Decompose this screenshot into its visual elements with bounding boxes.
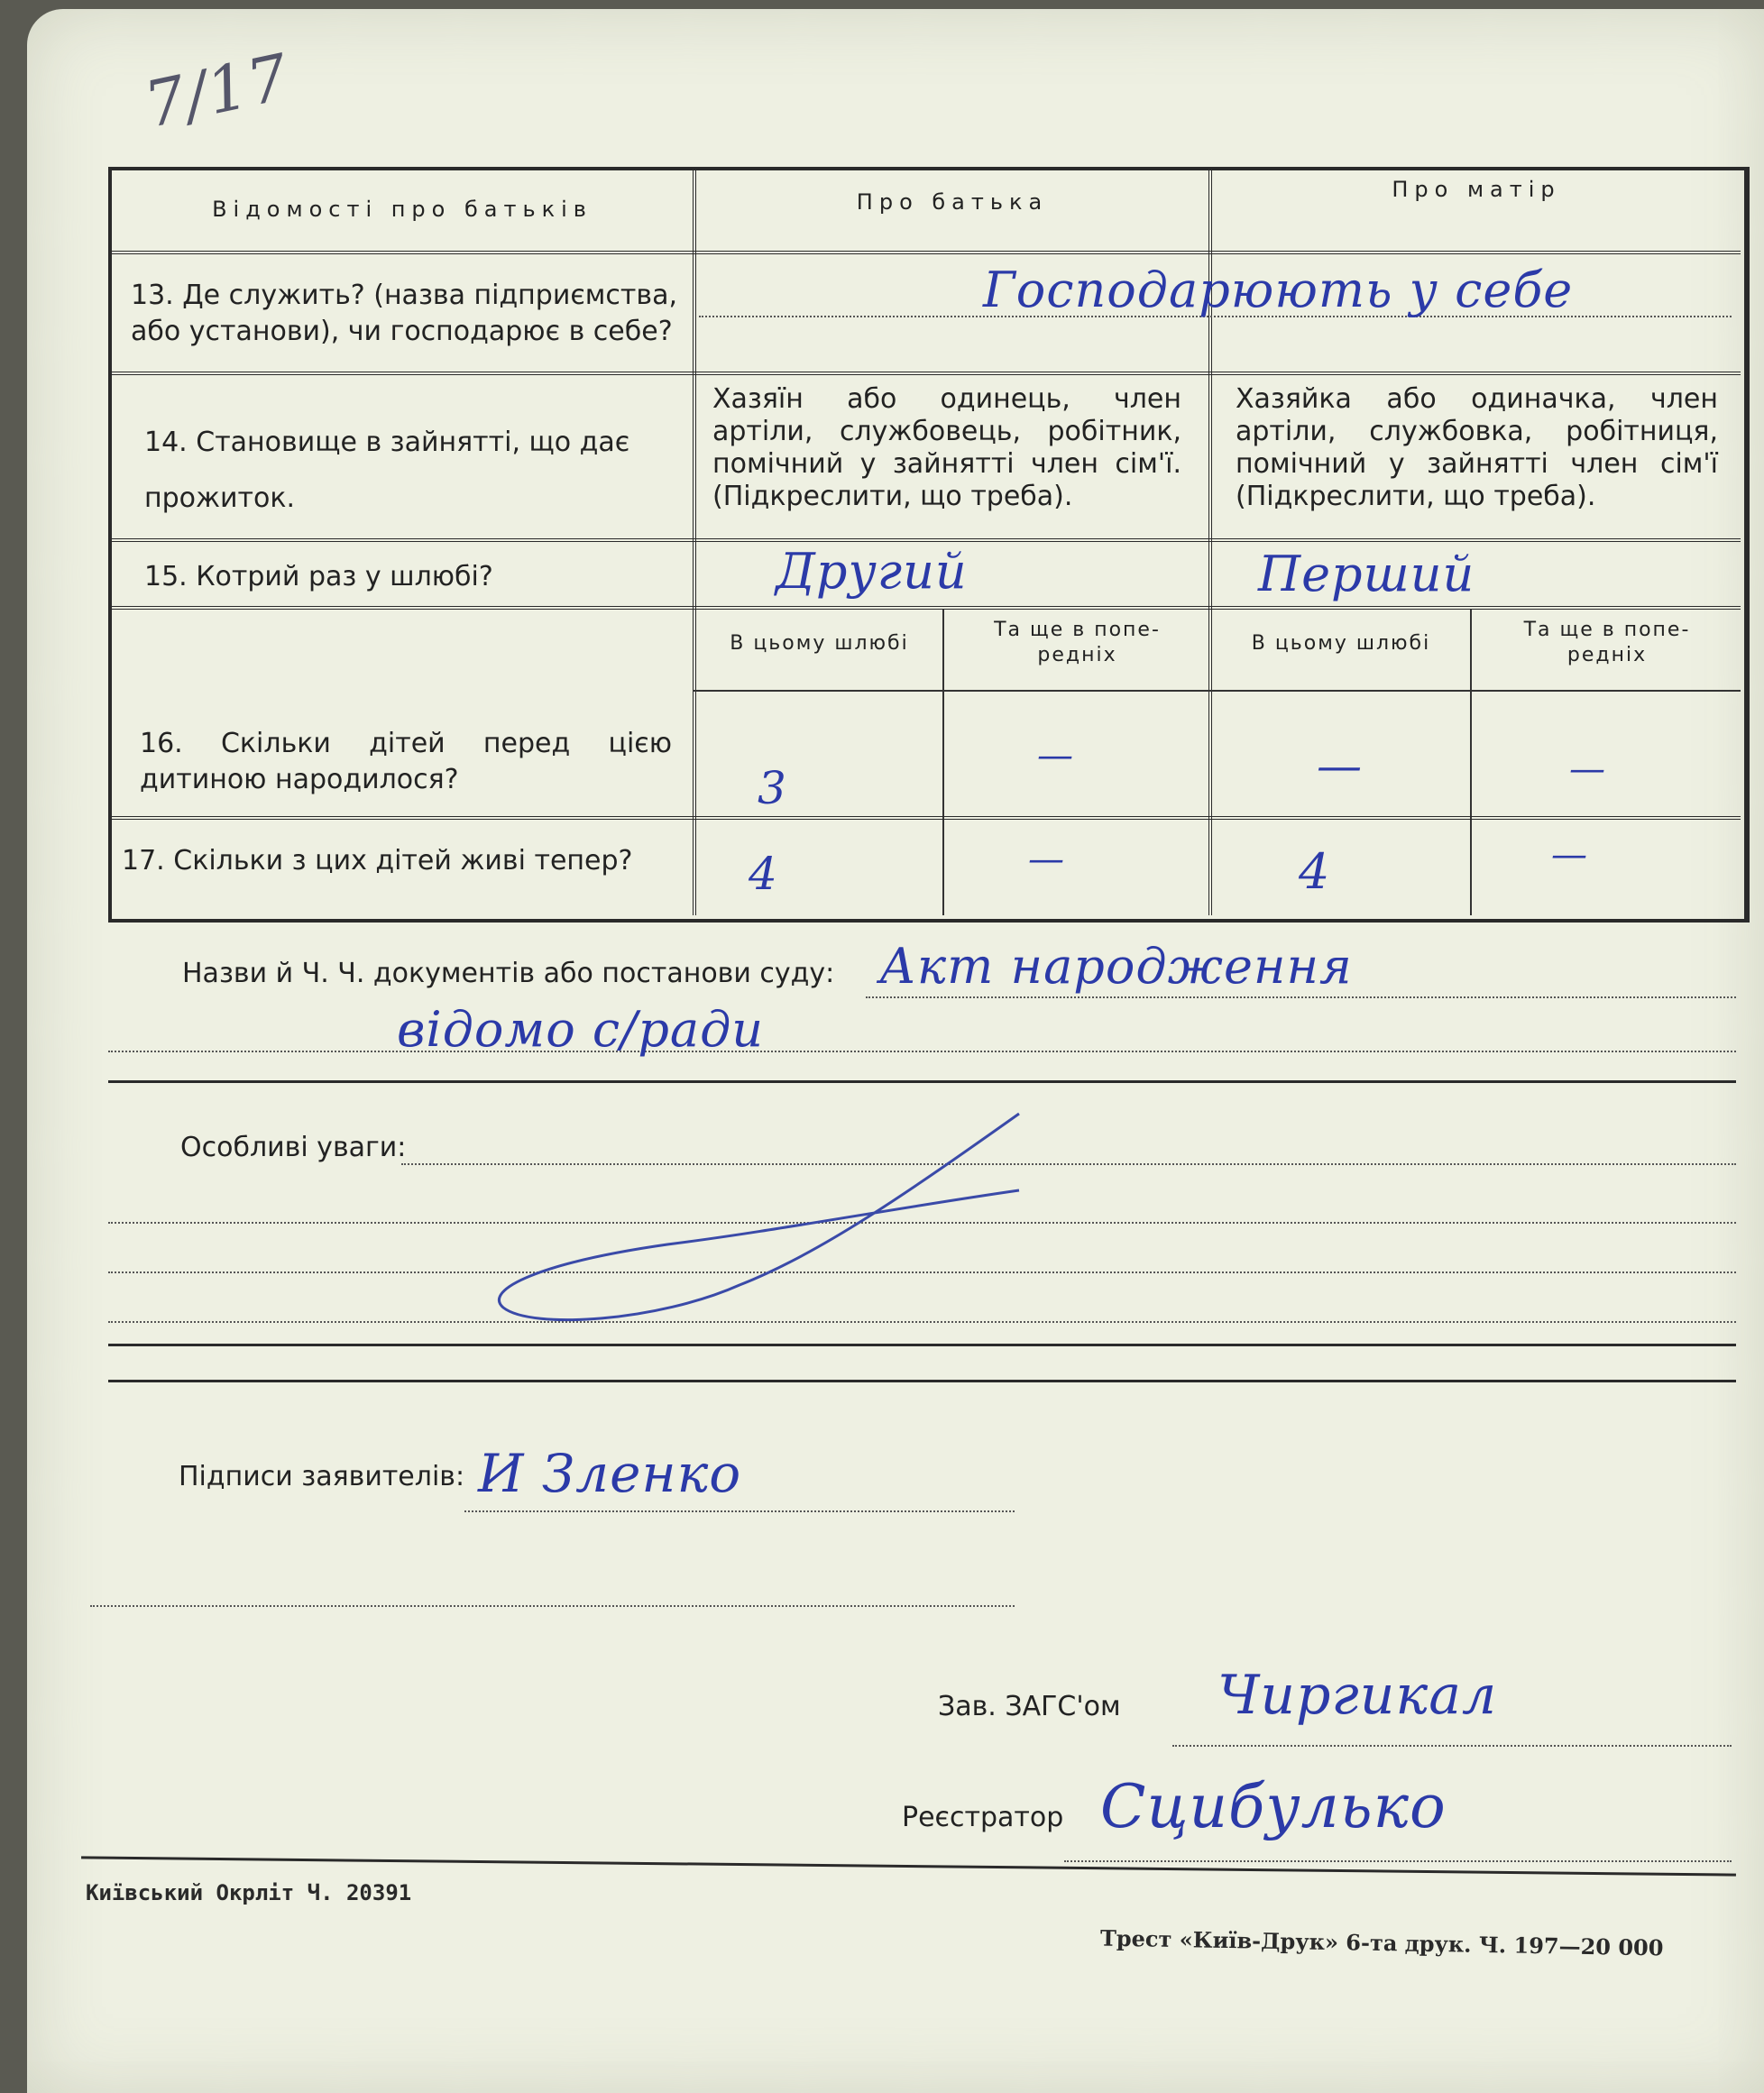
registrar-label: Реєстратор <box>902 1802 1064 1833</box>
strikethrough-flourish <box>487 1109 1046 1353</box>
signatures-line-2 <box>90 1605 1015 1607</box>
subheader-father-this-marriage: В цьому шлюбі <box>730 632 909 655</box>
table-divider <box>108 606 1741 610</box>
header-mother: Про матір <box>1392 177 1561 202</box>
registrar-line <box>1064 1860 1732 1862</box>
father-children-born-this: 3 <box>758 762 787 814</box>
table-divider <box>1470 609 1472 915</box>
table-divider <box>108 816 1741 820</box>
registry-head-signature: Чиргикал <box>1217 1664 1498 1727</box>
father-occupation-options: Хазяїн або одинець, член артіли, службовець, робітник, помічний у зайнятті член сім'ї. (Підкреслити, що треба). <box>712 383 1181 512</box>
documents-value-2: відомо с/ради <box>397 1001 765 1058</box>
archive-number: 7/17 <box>138 40 296 142</box>
table-divider <box>108 251 1741 254</box>
documents-line-2 <box>108 1051 1736 1052</box>
documents-value-1: Акт народження <box>879 938 1353 995</box>
question-13: 13. Де служить? (назва підприємства, або установи), чи господарює в себе? <box>131 280 678 347</box>
table-divider <box>108 538 1741 542</box>
father-children-born-previous: — <box>1037 735 1074 776</box>
question-16: 16. Скільки дітей перед цією дитиною народилося? <box>140 728 672 795</box>
applicant-signature: И Зленко <box>478 1443 742 1504</box>
documents-rule <box>108 1080 1736 1083</box>
registry-head-label: Зав. ЗАГС'ом <box>938 1691 1121 1722</box>
footer-right-text: Трест «Київ-Друк» 6-та друк. Ч. 197—20 000 <box>1099 1924 1664 1961</box>
father-children-alive-this: 4 <box>749 848 778 900</box>
question-14: 14. Становище в зайнятті, що дає прожиток. <box>144 427 630 514</box>
question-15: 15. Котрий раз у шлюбі? <box>144 561 493 592</box>
mother-marriage-count: Перший <box>1258 546 1475 602</box>
table-divider <box>942 609 944 915</box>
registry-head-line <box>1172 1745 1732 1747</box>
header-father: Про батька <box>856 189 1049 215</box>
table-divider <box>693 690 1741 692</box>
notes-rule-2 <box>108 1380 1736 1382</box>
signatures-label: Підписи заявителів: <box>179 1461 465 1492</box>
footer-left-text: Київський Окрліт Ч. 20391 <box>86 1880 412 1905</box>
mother-occupation-options: Хазяйка або одиначка, член артіли, службовка, робітниця, помічний у зайнятті член сім'ї (Підкреслити, що треба). <box>1236 383 1718 512</box>
registrar-signature: Сцибулько <box>1100 1772 1447 1841</box>
question-17: 17. Скільки з цих дітей живі тепер? <box>122 845 633 877</box>
mother-children-born-this: — <box>1317 739 1363 792</box>
notes-label: Особливі уваги: <box>180 1132 407 1163</box>
signatures-line-1 <box>464 1510 1015 1512</box>
table-divider <box>108 372 1741 375</box>
answer-13: Господарюють у себе <box>983 262 1574 318</box>
documents-line-1 <box>866 996 1736 998</box>
subheader-father-previous: Та ще в попе-редніх <box>994 619 1161 666</box>
father-marriage-count: Другий <box>776 543 968 600</box>
mother-children-alive-previous: — <box>1551 834 1588 876</box>
documents-label: Назви й Ч. Ч. документів або постанови суду: <box>182 958 835 989</box>
mother-children-born-previous: — <box>1569 748 1606 790</box>
subheader-mother-previous: Та ще в попе-редніх <box>1523 619 1691 666</box>
mother-children-alive-this: 4 <box>1299 843 1331 900</box>
header-parents-info: Відомості про батьків <box>212 197 593 222</box>
father-children-alive-previous: — <box>1028 839 1065 880</box>
subheader-mother-this-marriage: В цьому шлюбі <box>1251 632 1431 655</box>
